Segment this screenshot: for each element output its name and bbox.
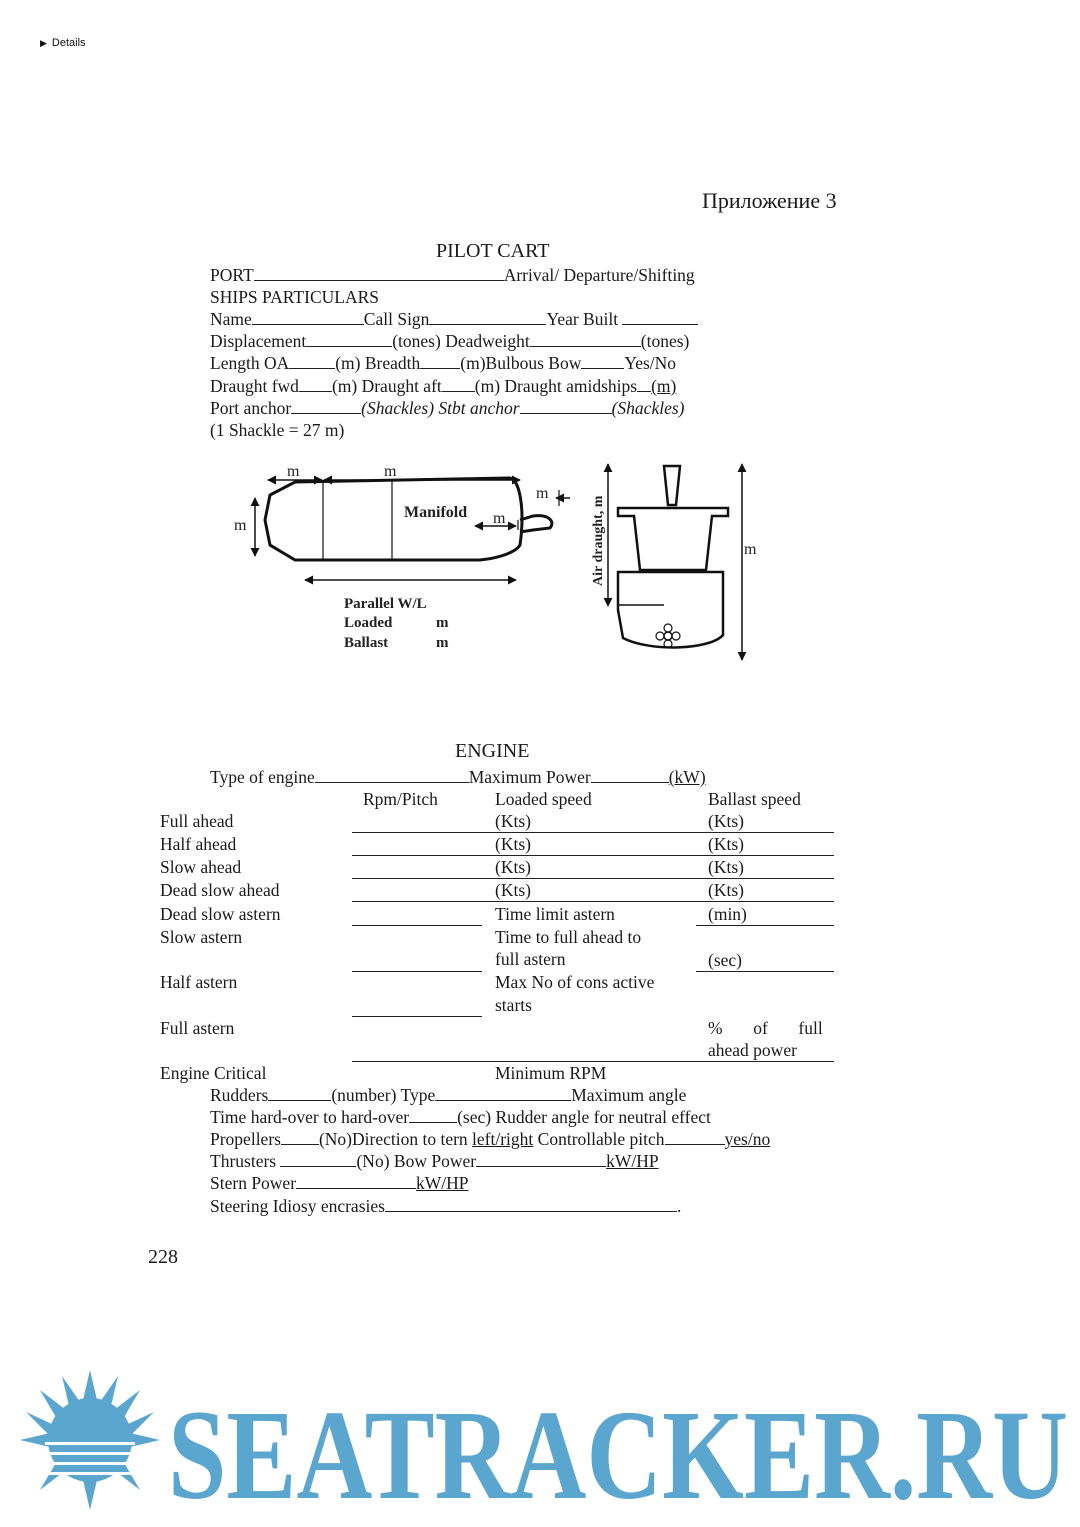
rule-slow-ahead bbox=[352, 878, 834, 879]
superstructure bbox=[618, 508, 728, 570]
full-ahead-ballast: (Kts) bbox=[708, 811, 744, 831]
rule-full-astern bbox=[352, 1061, 834, 1062]
air-draught-label: Air draught, m bbox=[591, 495, 606, 586]
loaded-m: m bbox=[436, 615, 449, 631]
dead-slow-ahead-loaded: (Kts) bbox=[495, 880, 531, 900]
col-header-rpm: Rpm/Pitch bbox=[363, 789, 438, 809]
pilot-card-title: PILOT CART bbox=[436, 240, 550, 262]
percent-full-2: ahead power bbox=[708, 1040, 797, 1060]
dim-m-3: m bbox=[234, 517, 247, 534]
row-slow-ahead: Slow ahead bbox=[160, 857, 242, 877]
slow-ahead-ballast: (Kts) bbox=[708, 857, 744, 877]
rule-slow-astern-a bbox=[352, 971, 482, 972]
ballast-label: Ballast bbox=[344, 635, 389, 651]
time-full-ahead-2: full astern bbox=[495, 949, 566, 969]
half-ahead-loaded: (Kts) bbox=[495, 834, 531, 854]
loaded-label: Loaded bbox=[344, 615, 393, 631]
dim-m-6: m bbox=[744, 541, 757, 558]
dim-m-4: m bbox=[536, 485, 549, 502]
type-of-engine-line: Type of engine Maximum Power (kW) bbox=[210, 767, 706, 787]
rule-half-ahead bbox=[352, 855, 834, 856]
bulbous-bow bbox=[520, 516, 552, 532]
manifold-label: Manifold bbox=[404, 504, 468, 521]
time-limit-astern: Time limit astern bbox=[495, 904, 615, 924]
row-full-ahead: Full ahead bbox=[160, 811, 234, 831]
hull-plan-view bbox=[265, 478, 522, 560]
dim-m-1: m bbox=[287, 463, 300, 480]
dim-m-5: m bbox=[493, 510, 506, 527]
mast bbox=[664, 466, 680, 505]
triangle-right-icon: ▶ bbox=[40, 38, 47, 48]
propellers-line: Propellers (No)Direction to tern left/right Controllable pitch yes/no bbox=[210, 1129, 771, 1149]
row-half-astern: Half astern bbox=[160, 972, 238, 992]
details-label: Details bbox=[51, 37, 86, 49]
col-header-ballast: Ballast speed bbox=[708, 789, 801, 809]
watermark-text: SEATRACKER.RU bbox=[168, 1384, 1068, 1510]
row-dead-slow-ahead: Dead slow ahead bbox=[160, 880, 280, 900]
appendix-label: Приложение 3 bbox=[702, 188, 837, 213]
rule-dead-slow-ahead bbox=[352, 901, 834, 902]
time-limit-min: (min) bbox=[708, 904, 747, 924]
propeller-icon bbox=[664, 632, 672, 640]
parallel-label: Parallel W/L bbox=[344, 596, 427, 612]
time-full-ahead-sec: (sec) bbox=[708, 950, 743, 970]
rule-dead-slow-astern-b bbox=[696, 925, 834, 926]
engine-title: ENGINE bbox=[455, 740, 530, 762]
row-full-astern: Full astern bbox=[160, 1018, 235, 1038]
rule-full-ahead bbox=[352, 832, 834, 833]
page-number: 228 bbox=[148, 1246, 178, 1268]
row-engine-critical: Engine Critical bbox=[160, 1063, 267, 1083]
slow-ahead-loaded: (Kts) bbox=[495, 857, 531, 877]
max-starts-2: starts bbox=[495, 995, 532, 1015]
thrusters-line: Thrusters (No) Bow Power kW/HP bbox=[210, 1151, 659, 1171]
half-ahead-ballast: (Kts) bbox=[708, 834, 744, 854]
row-dead-slow-astern: Dead slow astern bbox=[160, 904, 281, 924]
hull-profile bbox=[618, 572, 723, 647]
displacement-line: Displacement (tones) Deadweight (tones) bbox=[210, 331, 690, 351]
col-header-loaded: Loaded speed bbox=[495, 789, 592, 809]
minimum-rpm: Minimum RPM bbox=[495, 1063, 607, 1083]
shackle-note: (1 Shackle = 27 m) bbox=[210, 420, 345, 440]
port-line: PORT Arrival/ Departure/Shifting bbox=[210, 265, 695, 285]
dead-slow-ahead-ballast: (Kts) bbox=[708, 880, 744, 900]
ballast-m: m bbox=[436, 635, 449, 651]
details-toggle[interactable] bbox=[40, 37, 86, 49]
hard-over-line: Time hard-over to hard-over (sec) Rudder angle for neutral effect bbox=[210, 1107, 711, 1127]
ships-particulars-heading: SHIPS PARTICULARS bbox=[210, 287, 379, 307]
row-half-ahead: Half ahead bbox=[160, 834, 237, 854]
dim-m-2: m bbox=[384, 463, 397, 480]
rudders-line: Rudders (number) Type Maximum angle bbox=[210, 1085, 687, 1105]
length-line: Length OA (m) Breadth (m)Bulbous Bow Yes/No bbox=[210, 353, 677, 373]
max-starts-1: Max No of cons active bbox=[495, 972, 655, 992]
row-slow-astern: Slow astern bbox=[160, 927, 243, 947]
sun-logo-icon bbox=[20, 1370, 160, 1510]
percent-full-1: % of full bbox=[708, 1018, 823, 1038]
seatracker-watermark bbox=[0, 1370, 1080, 1510]
time-full-ahead-1: Time to full ahead to bbox=[495, 927, 642, 947]
ship-diagram bbox=[220, 450, 780, 670]
name-line: Name Call Sign Year Built bbox=[210, 309, 698, 330]
steering-line: Steering Idiosy encrasies . bbox=[210, 1196, 682, 1216]
rule-dead-slow-astern-a bbox=[352, 925, 482, 926]
rule-half-astern bbox=[352, 1016, 482, 1017]
full-ahead-loaded: (Kts) bbox=[495, 811, 531, 831]
rule-slow-astern-b bbox=[696, 971, 834, 972]
draught-line: Draught fwd (m) Draught aft (m) Draught amidships (m) bbox=[210, 376, 677, 396]
anchor-line: Port anchor (Shackles) Stbt anchor (Shackles) bbox=[210, 398, 685, 418]
stern-power-line: Stern Power kW/HP bbox=[210, 1173, 469, 1193]
